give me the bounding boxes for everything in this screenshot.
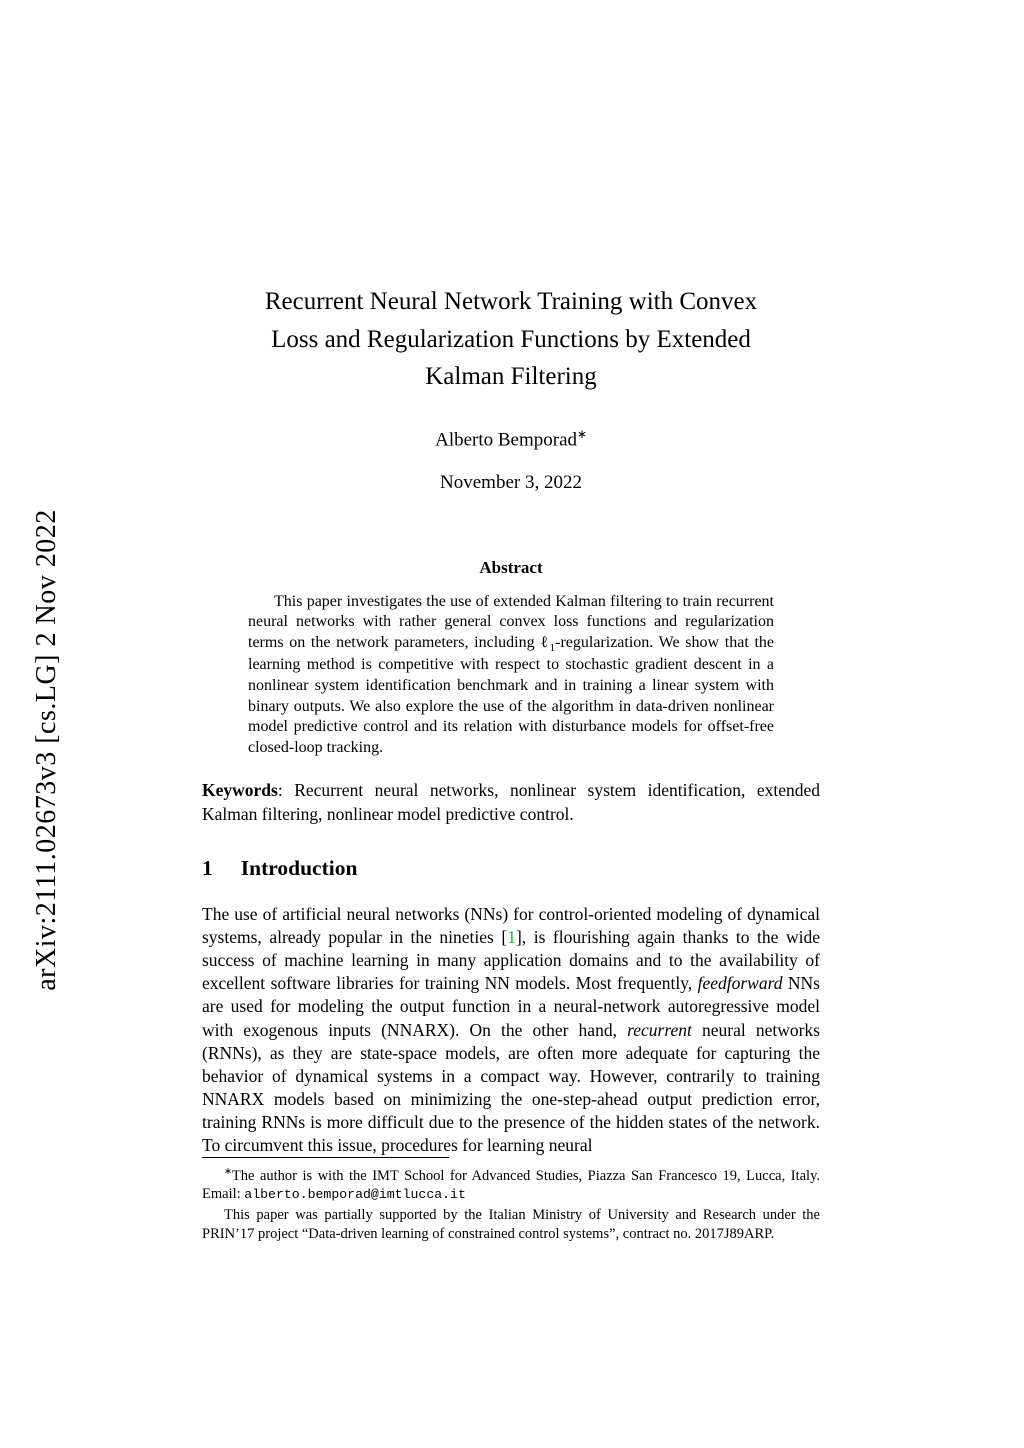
arxiv-watermark: arXiv:2111.02673v3 [cs.LG] 2 Nov 2022 [31,509,62,991]
intro-text-run-1: The use of artificial neural networks (NNs) for control-oriented modeling of dynamical systems, already popular in the nineties [ [202,903,820,947]
title-line-3: Kalman Filtering [425,363,597,390]
keywords-paragraph [202,779,820,825]
footnote-area [202,1157,820,1243]
paper-date: November 3, 2022 [440,471,582,493]
footnote-rule [202,1157,449,1158]
abstract-text [248,592,774,759]
citation-1-link[interactable]: 1 [507,926,516,947]
section-1-number: 1 [202,855,213,880]
intro-text-run-3: NNs are used for modeling the output function in a neural-network autoregressive model with exogenous inputs (NNARX). On the other hand, [202,973,820,1040]
title-line-1: Recurrent Neural Network Training with Convex [264,288,758,315]
paper-title [202,283,820,396]
intro-text-run-2: ], is flourishing again thanks to the wide success of machine learning in many application domains and to the availability of excellent software libraries for training NN models. Most frequently, [202,926,820,994]
intro-italic-feedforward: feedforward [697,973,783,994]
section-1-heading [202,856,820,881]
intro-text-run-4: neural networks (RNNs), as they are state-space models, are often more adequate for capturing the behavior of dynamical systems in a compact way. However, contrarily to training NNARX models based on minimizing the one-step-ahead output prediction error, training RNNs is more difficult due to the presence of the hidden states of the network. To circumvent this issue, procedures for learning neural [202,1019,820,1156]
ell-symbol: ℓ [540,634,550,652]
footnote-1-mark: ∗ [224,1167,232,1178]
author-name: Alberto Bemporad [435,428,578,450]
abstract-text-run-2: -regularization. We show that the learning method is competitive with respect to stochastic gradient descent in a nonlinear system identification benchmark and in training a linear system with binary outputs. We also explore the use of the algorithm in data-driven nonlinear model predictive control and its relation with disturbance models for offset-free closed-loop tracking. [248,634,775,756]
footnote-1 [202,1167,820,1204]
section-1-title: Introduction [240,855,358,880]
abstract-heading: Abstract [479,557,543,577]
author-email: alberto.bemporad@imtlucca.it [244,1187,466,1203]
footnote-2: This paper was partially supported by the Italian Ministry of University and Research under the PRIN’17 project “Data-driven learning of constrained control systems”, contract no. 2017J89ARP. [202,1207,820,1242]
ell-subscript: 1 [549,642,556,655]
footnote-1-text: The author is with the IMT School for Advanced Studies, Piazza San Francesco 19, Lucca, Italy. Email: [202,1168,820,1203]
paper-content [202,283,820,1158]
author-affiliation-mark: ∗ [577,427,587,441]
abstract-text-run-1: This paper investigates the use of extended Kalman filtering to train recurrent neural networks with rather general convex loss functions and regularization terms on the network parameters, including [248,592,774,652]
author-line [202,427,820,451]
keywords-text: : Recurrent neural networks, nonlinear system identification, extended Kalman filtering, nonlinear model predictive control. [202,780,820,824]
title-line-2: Loss and Regularization Functions by Extended [271,325,751,353]
intro-paragraph [202,903,820,1158]
abstract-section [202,558,820,759]
intro-italic-recurrent: recurrent [627,1019,692,1040]
keywords-label: Keywords [202,780,278,801]
